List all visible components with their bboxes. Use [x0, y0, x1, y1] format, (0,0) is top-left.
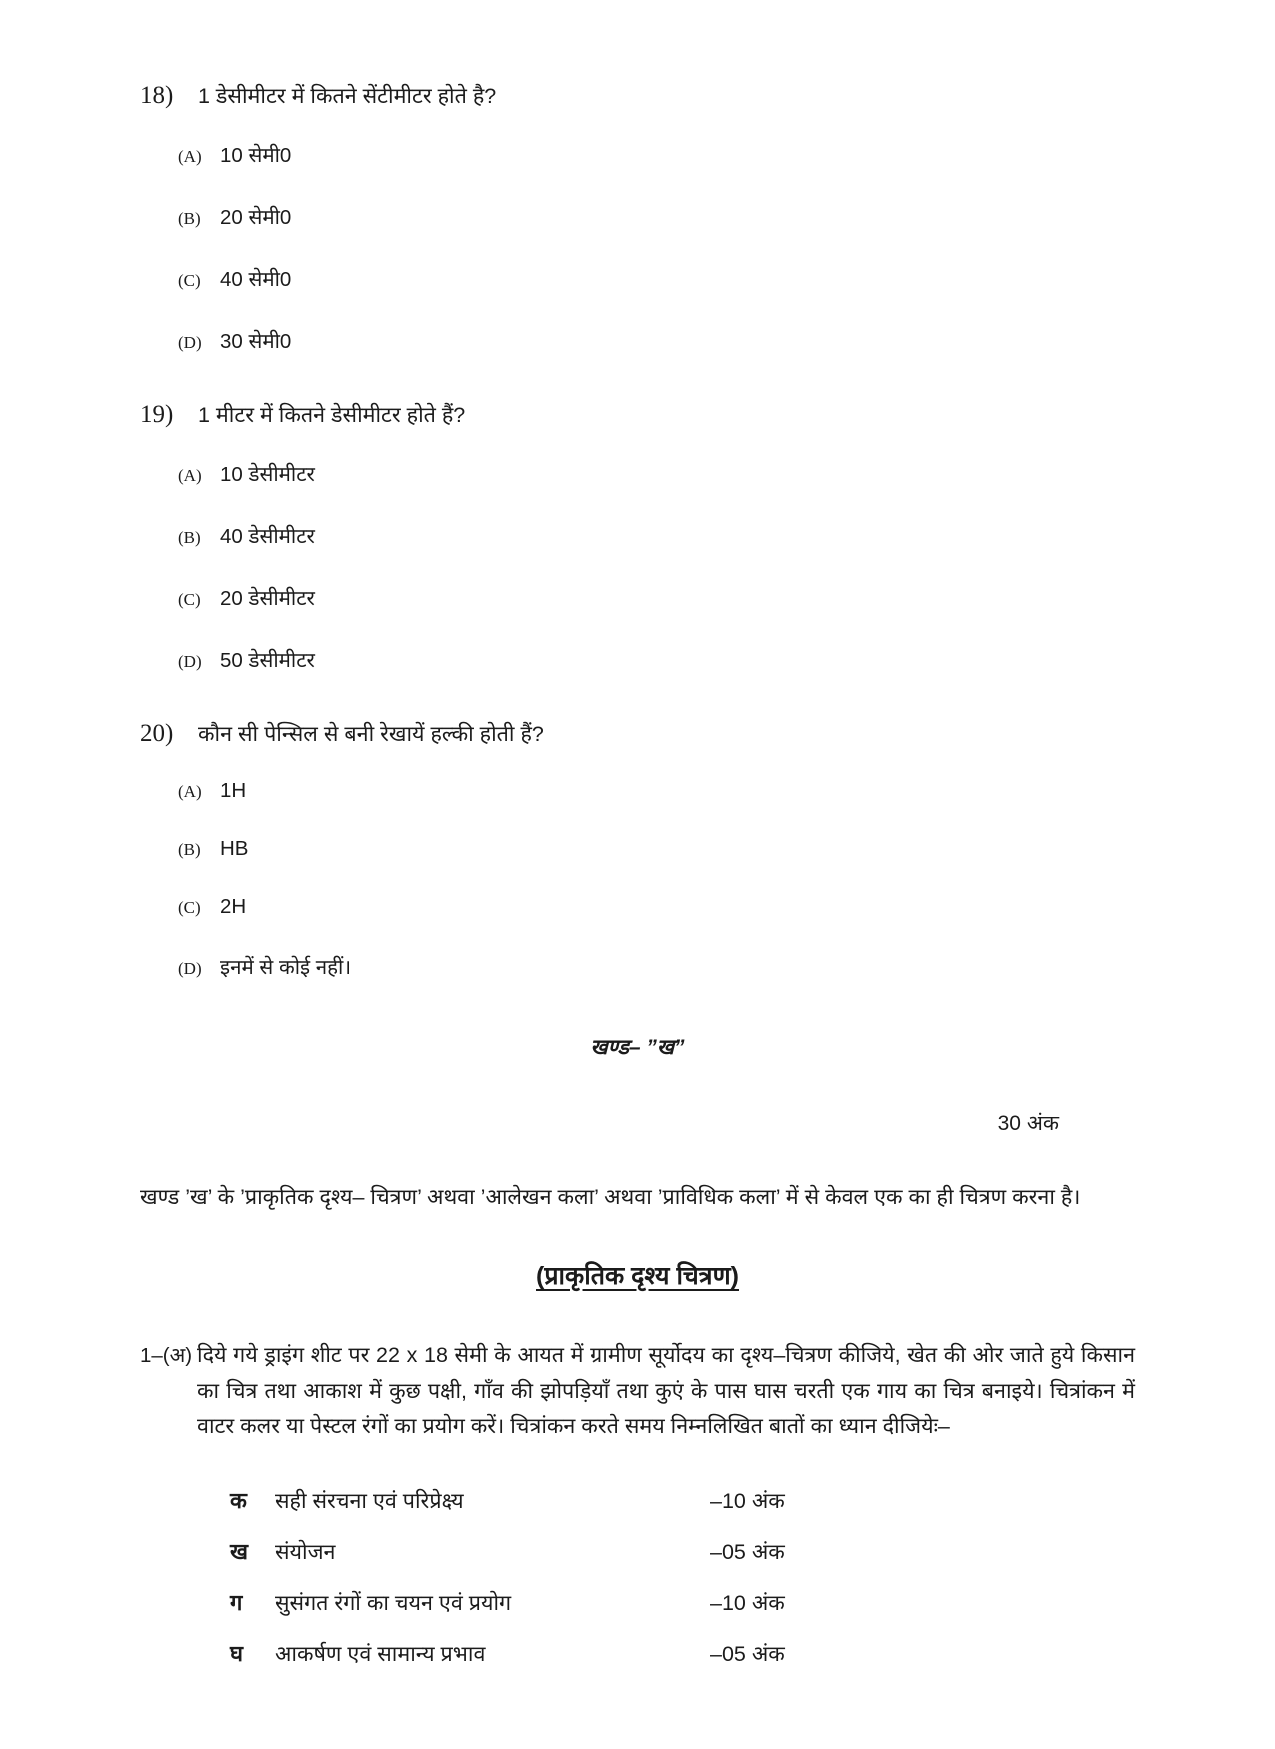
option-label: (B) — [178, 209, 201, 229]
question-19-head — [140, 401, 1135, 430]
option-text: 30 सेमी0 — [220, 330, 292, 354]
sub-heading: (प्राकृतिक दृश्य चित्रण) — [536, 1262, 739, 1291]
option-b — [178, 522, 1135, 550]
option-label: (C) — [178, 590, 201, 610]
question-19-options — [140, 460, 1135, 674]
question-20-options — [140, 779, 1135, 981]
option-c — [178, 584, 1135, 612]
criteria-label: घ — [230, 1640, 244, 1666]
criteria-label: क — [230, 1487, 247, 1513]
option-d — [178, 327, 1135, 355]
option-label: (D) — [178, 652, 202, 672]
option-text: 40 सेमी0 — [220, 268, 292, 292]
option-text: 10 डेसीमीटर — [220, 463, 315, 487]
section-heading: खण्ड– ”ख” — [590, 1036, 685, 1060]
criteria-text: संयोजन — [275, 1539, 336, 1564]
option-text: 50 डेसीमीटर — [220, 649, 315, 673]
option-text: 10 सेमी0 — [220, 144, 292, 168]
option-label: (A) — [178, 466, 202, 486]
question-20 — [140, 720, 1135, 981]
task-text: दिये गये ड्राइंग शीट पर 22 x 18 सेमी के आयत में ग्रामीण सूर्योदय का दृश्य–चित्रण कीजिये, खेत की ओर जाते हुये किसान का चित्र तथा आकाश में कुछ पक्षी, गाँव की झोपड़ियाँ तथा कुएं के पास घास चरती एक गाय का चित्र बनाइये। चित्रांकन में वाटर कलर या पेस्टल रंगों का प्रयोग करें। चित्रांकन करते समय निम्नलिखित बातों का ध्यान दीजियेः– — [197, 1343, 1135, 1439]
option-a — [178, 141, 1135, 169]
criteria-row — [230, 1536, 1135, 1566]
option-text: HB — [220, 837, 249, 861]
criteria-text: सही संरचना एवं परिप्रेक्ष्य — [275, 1488, 464, 1513]
option-label: (A) — [178, 147, 202, 167]
section-instruction: खण्ड ’ख’ के ’प्राकृतिक दृश्य– चित्रण’ अथवा ’आलेखन कला’ अथवा ’प्राविधिक कला’ में से केवल एक का ही चित्रण करना है। — [140, 1185, 1081, 1210]
question-number: 20) — [140, 720, 174, 748]
criteria-marks: –05 अंक — [710, 1641, 785, 1666]
question-text: कौन सी पेन्सिल से बनी रेखायें हल्की होती हैं? — [198, 722, 544, 747]
criteria-marks: –10 अंक — [710, 1590, 785, 1615]
option-label: (C) — [178, 271, 201, 291]
option-a — [178, 460, 1135, 488]
question-18 — [140, 82, 1135, 355]
section-total-marks: 30 अंक — [997, 1112, 1059, 1136]
criteria-row — [230, 1638, 1135, 1668]
option-b — [178, 837, 1135, 861]
criteria-marks: –05 अंक — [710, 1539, 785, 1564]
option-text: 20 डेसीमीटर — [220, 587, 315, 611]
criteria-row — [230, 1587, 1135, 1617]
option-label: (B) — [178, 840, 201, 860]
criteria-label: ख — [230, 1538, 248, 1564]
option-label: (D) — [178, 959, 202, 979]
criteria-label: ग — [230, 1589, 243, 1615]
task-1a — [140, 1338, 1135, 1444]
option-a — [178, 779, 1135, 803]
question-20-head — [140, 720, 1135, 749]
criteria-text: आकर्षण एवं सामान्य प्रभाव — [275, 1641, 486, 1666]
question-number: 19) — [140, 401, 174, 429]
option-text: 40 डेसीमीटर — [220, 525, 315, 549]
question-18-options — [140, 141, 1135, 355]
criteria-row — [230, 1485, 1135, 1515]
option-label: (C) — [178, 898, 201, 918]
criteria-marks: –10 अंक — [710, 1488, 785, 1513]
option-label: (D) — [178, 333, 202, 353]
criteria-list — [230, 1485, 1135, 1668]
option-label: (A) — [178, 782, 202, 802]
option-text: इनमें से कोई नहीं। — [220, 956, 352, 980]
task-number: 1–(अ) — [140, 1344, 193, 1368]
question-text: 1 डेसीमीटर में कितने सेंटीमीटर होते है? — [198, 84, 497, 108]
option-label: (B) — [178, 528, 201, 548]
question-19 — [140, 401, 1135, 674]
option-d — [178, 646, 1135, 674]
option-text: 2H — [220, 895, 247, 919]
option-text: 1H — [220, 779, 247, 803]
question-18-head — [140, 82, 1135, 111]
option-d — [178, 953, 1135, 981]
question-number: 18) — [140, 82, 174, 109]
option-b — [178, 203, 1135, 231]
option-text: 20 सेमी0 — [220, 206, 292, 230]
option-c — [178, 895, 1135, 919]
question-text: 1 मीटर में कितने डेसीमीटर होते हैं? — [198, 403, 466, 428]
option-c — [178, 265, 1135, 293]
criteria-text: सुसंगत रंगों का चयन एवं प्रयोग — [275, 1590, 512, 1615]
